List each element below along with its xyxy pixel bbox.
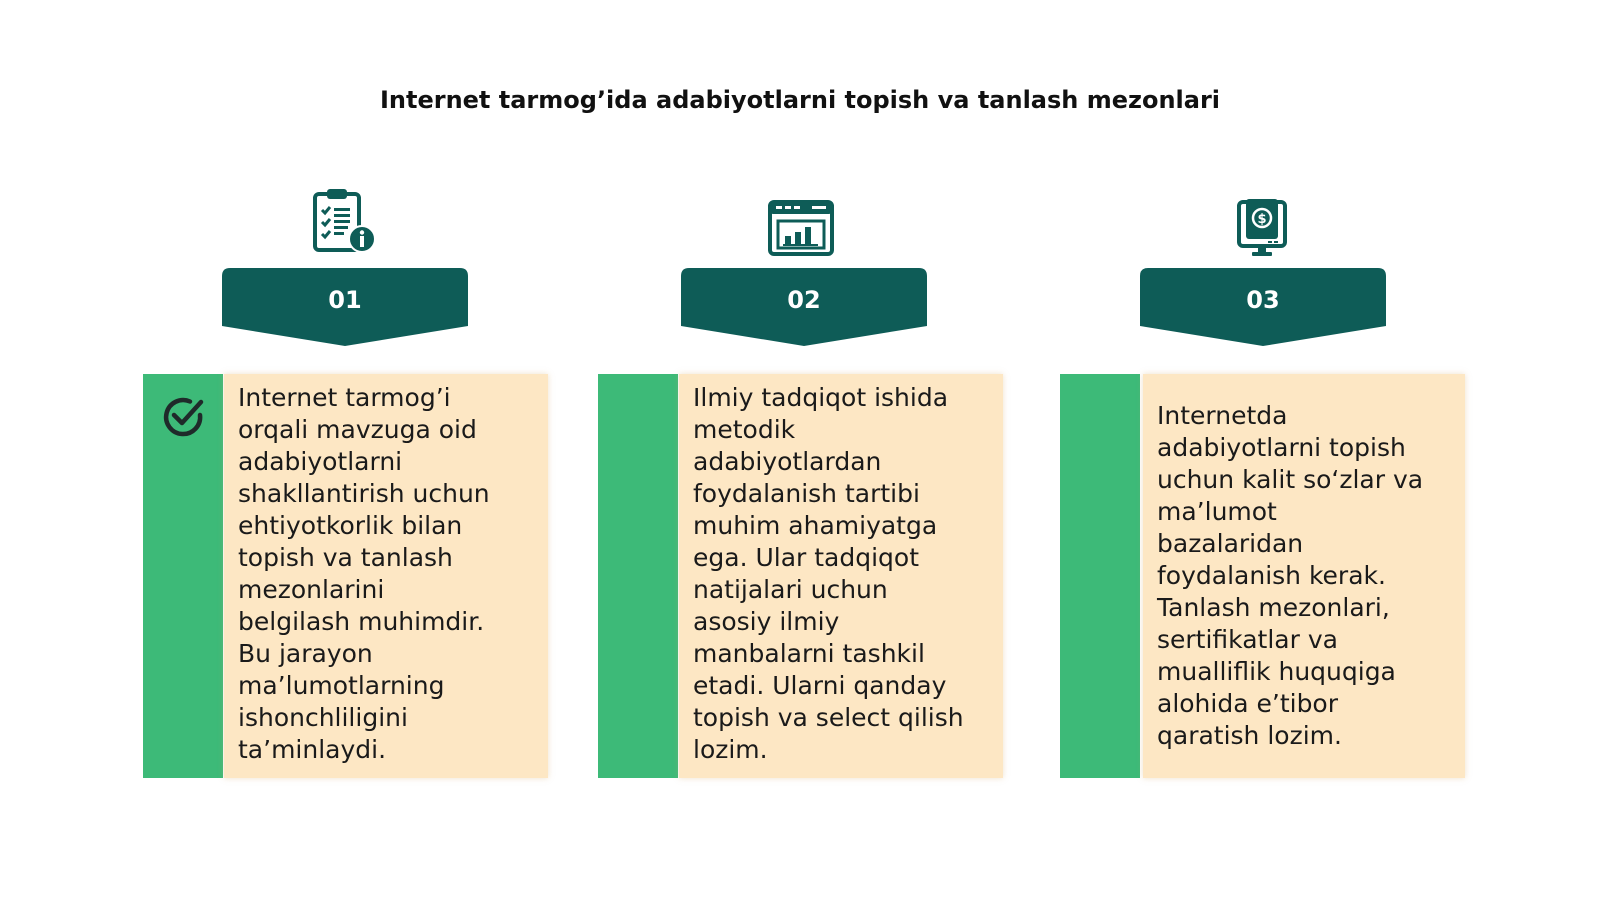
browser-bar-chart-icon [768, 200, 834, 256]
step-number: 01 [328, 286, 362, 314]
step-badge-02 [681, 268, 927, 348]
description-card-01 [224, 374, 548, 778]
step-badge-01 [222, 268, 468, 348]
check-circle-icon [161, 394, 207, 440]
description-card-03 [1143, 374, 1465, 778]
step-badge-03 [1140, 268, 1386, 348]
card-accent-strip [143, 374, 223, 778]
svg-text:$: $ [1257, 212, 1267, 227]
step-number: 02 [787, 286, 821, 314]
card-accent-strip [598, 374, 678, 778]
card-text: Internetda adabiyotlarni topish uchun kalit so‘zlar va ma’lumot bazalaridan foydalanish kerak. Tanlash mezonlari, sertifikatlar va mualliflik huquqiga alohida e’tibor qaratish lozim. [1157, 401, 1424, 750]
description-card-02 [679, 374, 1003, 778]
clipboard-checklist-info-icon [312, 188, 380, 256]
card-text: Ilmiy tadqiqot ishida metodik adabiyotlardan foydalanish tartibi muhim ahamiyatga ega. Ular tadqiqot natijalari uchun asosiy ilmiy manbalarni tashkil etadi. Ularni qanday topish va select qilish lozim. [693, 383, 964, 764]
step-number: 03 [1246, 286, 1280, 314]
page-title: Internet tarmog’ida adabiyotlarni topish va tanlash mezonlari [379, 86, 1221, 114]
monitor-dollar-icon [1237, 198, 1287, 258]
card-text: Internet tarmog’i orqali mavzuga oid adabiyotlarni shakllantirish uchun ehtiyotkorlik bilan topish va tanlash mezonlarini belgilash muhimdir. Bu jarayon ma’lumotlarning ishonchliligini ta’minlaydi. [238, 383, 490, 764]
card-accent-strip [1060, 374, 1140, 778]
